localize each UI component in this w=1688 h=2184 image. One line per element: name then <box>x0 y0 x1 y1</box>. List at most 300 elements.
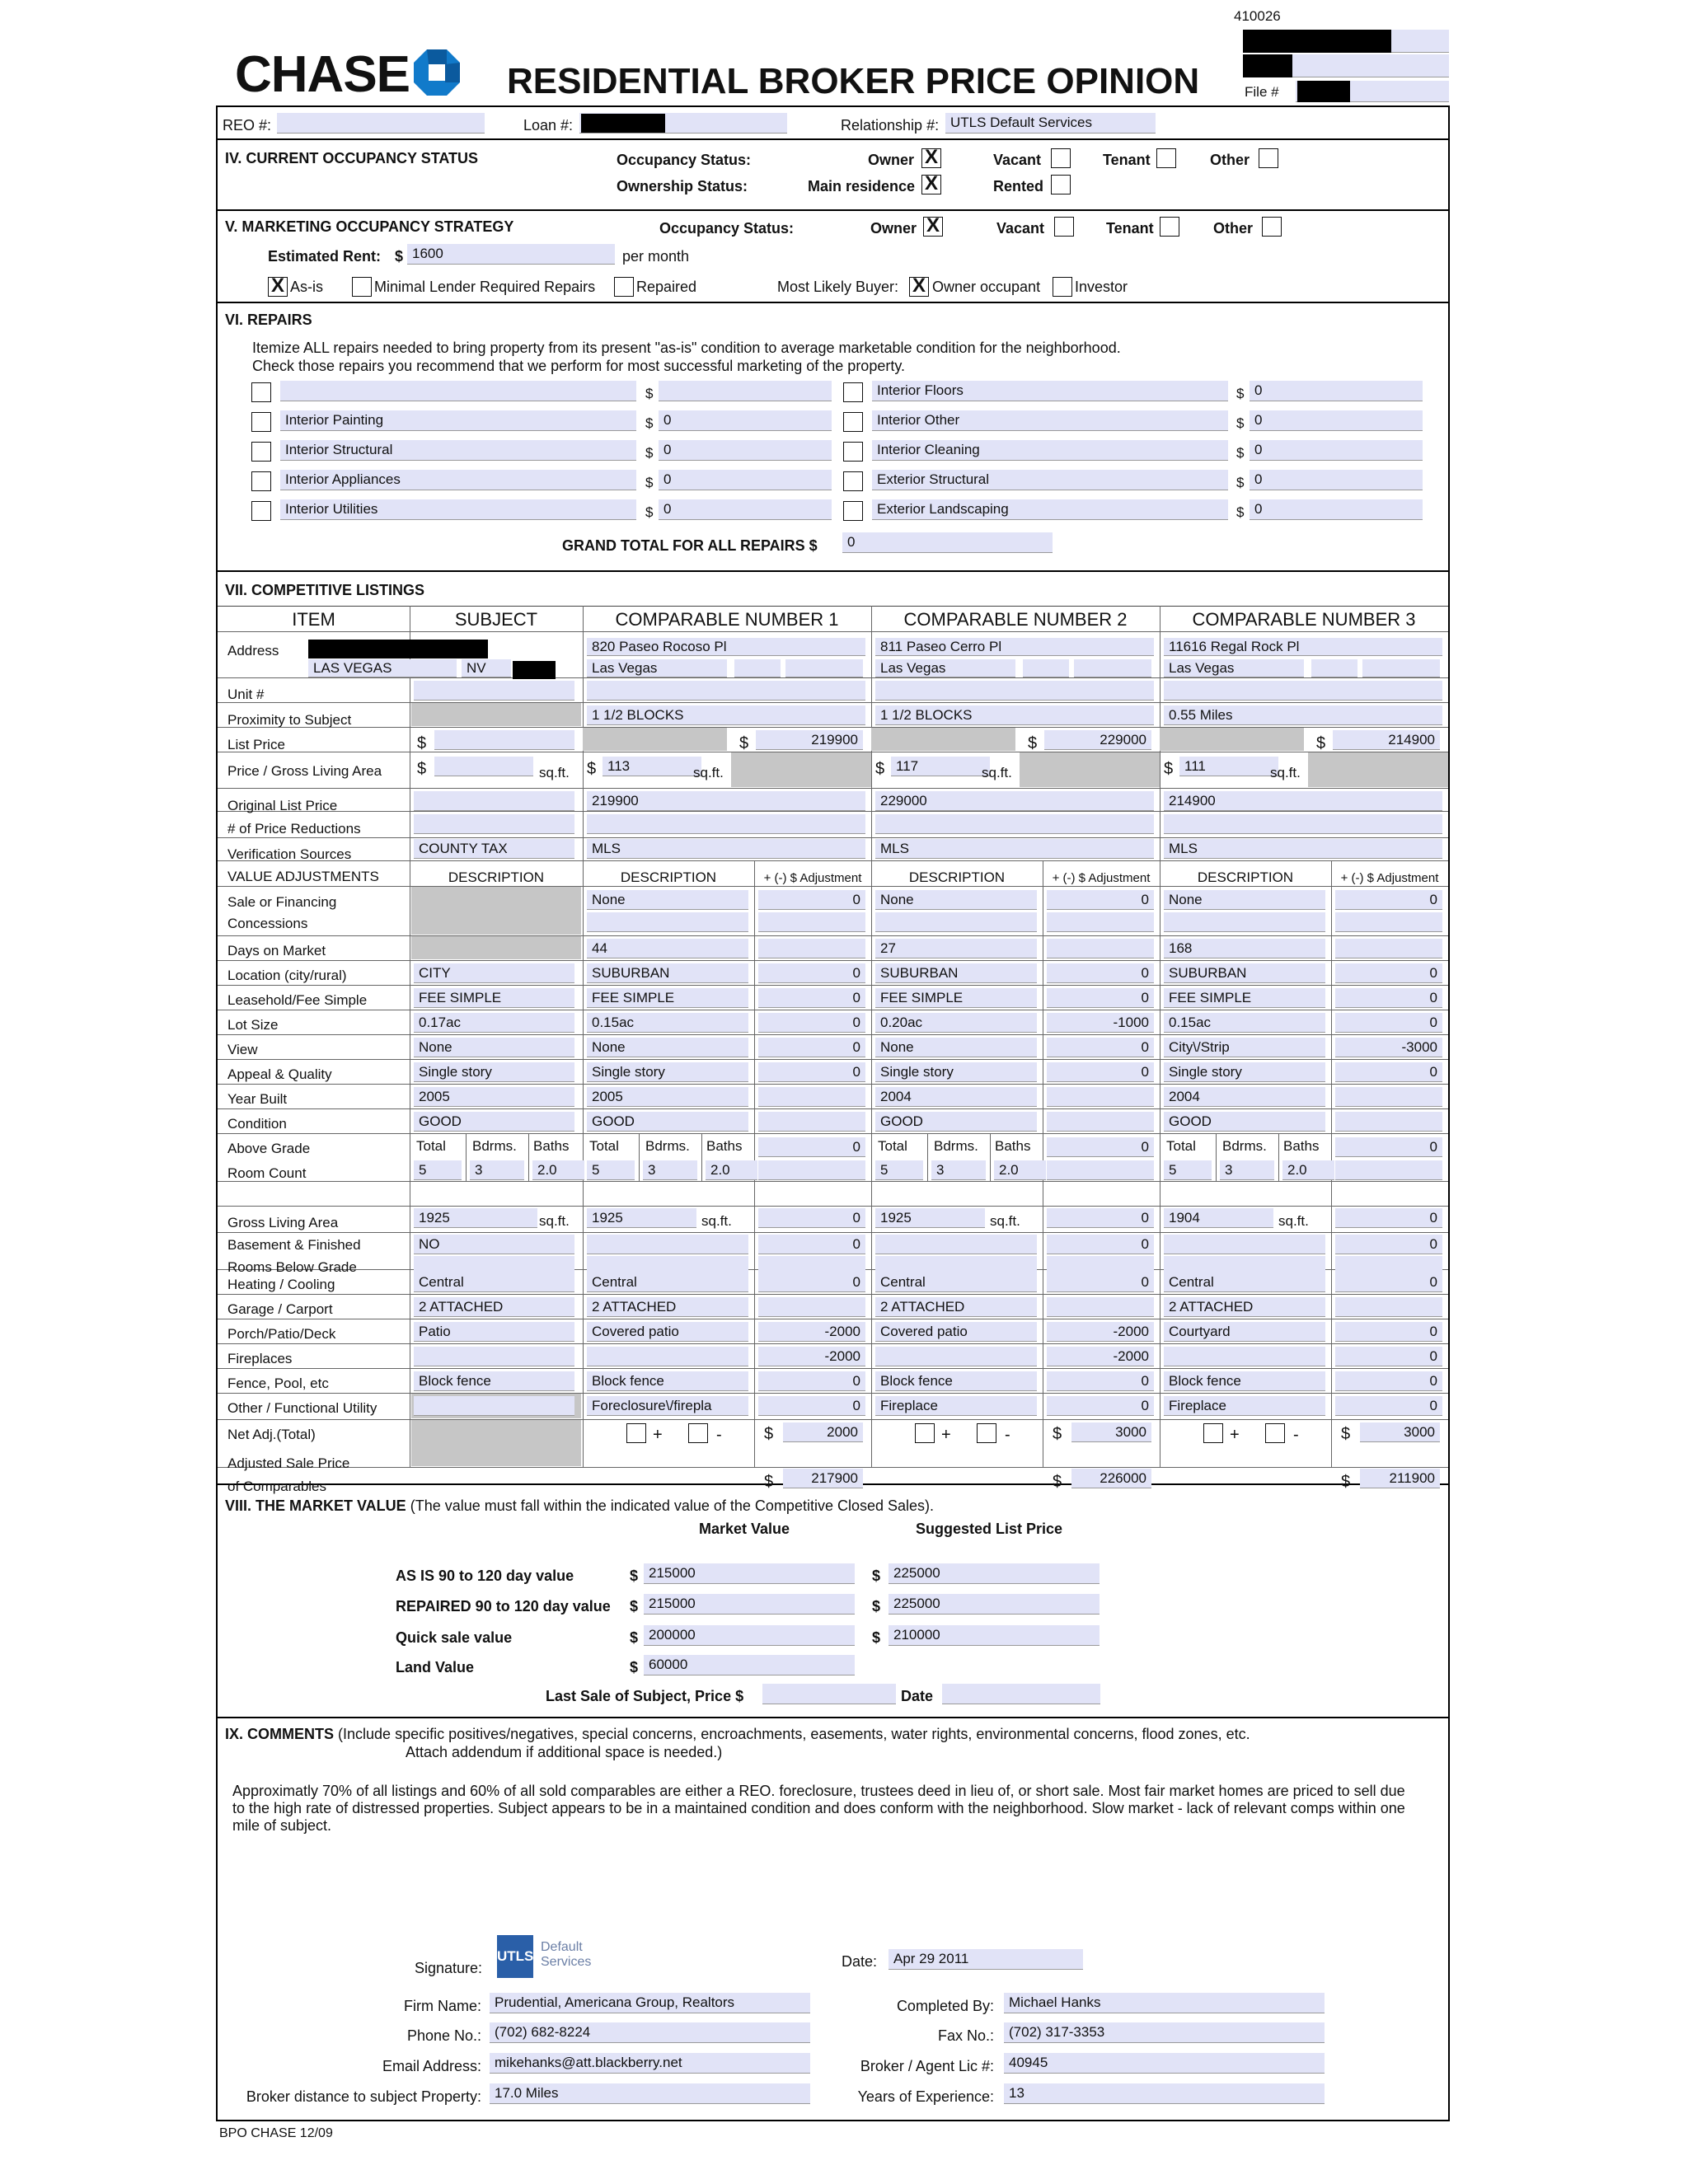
subject-value-field[interactable]: Patio <box>414 1322 574 1342</box>
c2-net-adjustment-field[interactable]: 3000 <box>1071 1422 1151 1442</box>
c1-net-adjustment-field[interactable]: 2000 <box>783 1422 863 1442</box>
last-sale-date-field[interactable] <box>942 1684 1100 1704</box>
c1-room-adjustment-field-2[interactable] <box>758 1160 865 1180</box>
c2-adjustment-field-2[interactable] <box>1047 912 1154 932</box>
relationship-field[interactable]: UTLS Default Services <box>945 113 1156 134</box>
c1-state-field[interactable] <box>734 659 781 677</box>
c3-state-field[interactable] <box>1311 659 1357 677</box>
subject-value-field[interactable]: 2 ATTACHED <box>414 1297 574 1317</box>
c1-address-field[interactable]: 820 Paseo Rocoso Pl <box>587 638 865 656</box>
subject-value-field[interactable]: Single story <box>414 1062 574 1082</box>
c1-adjustment-field[interactable]: 0 <box>758 988 865 1008</box>
c2-adjustment-field[interactable]: 0 <box>1047 1038 1154 1057</box>
repair-name-field[interactable]: Interior Utilities <box>280 499 636 520</box>
c1-gla-adjustment-field[interactable]: 0 <box>758 1208 865 1228</box>
c1-description-field[interactable]: 2005 <box>587 1087 748 1107</box>
date-field[interactable]: Apr 29 2011 <box>889 1949 1083 1970</box>
c3-adjustment-field[interactable]: 0 <box>1335 1322 1442 1342</box>
investor-checkbox[interactable] <box>1053 277 1072 297</box>
owner-checkbox[interactable]: X <box>921 148 941 168</box>
c1-adjustment-field[interactable] <box>758 1112 865 1132</box>
subject-value-field[interactable]: 2005 <box>414 1087 574 1107</box>
c1-room-adjustment-field[interactable]: 0 <box>758 1137 865 1157</box>
repair-amount-field[interactable] <box>659 381 832 401</box>
c1-adjustment-field[interactable] <box>758 1087 865 1107</box>
repair-amount-field[interactable]: 0 <box>1250 499 1423 520</box>
repair-checkbox[interactable] <box>251 442 271 462</box>
utls-logo-icon: UTLS <box>497 1935 533 1978</box>
section-market-value: VIII. THE MARKET VALUE <box>225 1497 406 1514</box>
grid-line <box>218 935 1448 936</box>
repair-amount-field[interactable]: 0 <box>659 499 832 520</box>
c3-gla-adjustment-field[interactable]: 0 <box>1335 1208 1442 1228</box>
c1-description-field-2[interactable] <box>587 912 748 932</box>
utls-logo-text <box>541 1940 591 1970</box>
c3-proximity-field[interactable]: 0.55 Miles <box>1164 705 1442 725</box>
subject-orig-field[interactable] <box>414 791 574 811</box>
c3-baths-field[interactable]: 2.0 <box>1282 1160 1334 1180</box>
c1-description-field[interactable]: 0.15ac <box>587 1013 748 1033</box>
c1-adjustment-field[interactable]: 0 <box>758 1396 865 1416</box>
repair-name-field[interactable]: Interior Structural <box>280 440 636 461</box>
subject-value-field[interactable]: None <box>414 1038 574 1057</box>
c3-description-field[interactable]: City\/Strip <box>1164 1038 1325 1057</box>
c2-reductions-field[interactable] <box>875 814 1154 834</box>
c1-baths-field[interactable]: 2.0 <box>706 1160 757 1180</box>
c1-adjustment-field[interactable]: -2000 <box>758 1347 865 1366</box>
subject-ppsf-field[interactable] <box>434 757 533 776</box>
c3-description-field[interactable]: GOOD <box>1164 1112 1325 1132</box>
c2-room-adjustment-field[interactable]: 0 <box>1047 1137 1154 1157</box>
suggested-list-field[interactable]: 225000 <box>889 1594 1100 1615</box>
c1-basement-field[interactable] <box>587 1235 748 1254</box>
marketing-tenant-checkbox[interactable] <box>1160 217 1179 237</box>
grand-total-field[interactable]: 0 <box>842 532 1053 553</box>
c3-description-field[interactable]: 168 <box>1164 939 1325 958</box>
repair-amount-field[interactable]: 0 <box>659 440 832 461</box>
c1-zip-field[interactable] <box>785 659 863 677</box>
c2-adjustment-field[interactable]: 0 <box>1047 890 1154 910</box>
as-is-checkbox[interactable]: X <box>268 277 288 297</box>
c3-net-minus-checkbox[interactable] <box>1265 1423 1285 1443</box>
c1-description-field[interactable]: None <box>587 1038 748 1057</box>
subject-value-field[interactable]: GOOD <box>414 1112 574 1132</box>
tenant-label: Tenant <box>1106 220 1154 237</box>
col-comp2-header: COMPARABLE NUMBER 2 <box>903 609 1128 630</box>
comment-line-3[interactable]: mile of subject. <box>232 1817 332 1834</box>
c2-description-field[interactable]: 0.20ac <box>875 1013 1037 1033</box>
subject-value-field[interactable]: Central <box>414 1272 574 1292</box>
subject-city-field[interactable]: LAS VEGAS <box>308 659 457 677</box>
repair-amount-field[interactable]: 0 <box>659 470 832 490</box>
c1-city-field[interactable]: Las Vegas <box>587 659 727 677</box>
repair-checkbox[interactable] <box>843 471 863 491</box>
c3-zip-field[interactable] <box>1362 659 1440 677</box>
dollar-sign: $ <box>1028 734 1038 752</box>
c3-description-field[interactable]: 0.15ac <box>1164 1013 1325 1033</box>
c2-adjustment-field[interactable]: 0 <box>1047 963 1154 983</box>
c2-description-field[interactable]: GOOD <box>875 1112 1037 1132</box>
marketing-owner-checkbox[interactable]: X <box>923 217 943 237</box>
c2-description-field[interactable]: None <box>875 890 1037 910</box>
c3-unit-field[interactable] <box>1164 681 1442 701</box>
c3-verification-field[interactable]: MLS <box>1164 839 1442 859</box>
c3-adjustment-field[interactable]: 0 <box>1335 988 1442 1008</box>
c2-description-field[interactable]: Fireplace <box>875 1396 1037 1416</box>
dollar-sign: $ <box>645 445 654 461</box>
minimal-repairs-checkbox[interactable] <box>352 277 372 297</box>
c2-room-adjustment-field-2[interactable] <box>1047 1160 1154 1180</box>
c2-proximity-field[interactable]: 1 1/2 BLOCKS <box>875 705 1154 725</box>
grid-line <box>218 811 1448 812</box>
c3-room-adjustment-field[interactable]: 0 <box>1335 1137 1442 1157</box>
address-label: Address <box>227 643 279 658</box>
c3-adjustment-field-2[interactable] <box>1335 912 1442 932</box>
c3-adjustment-field[interactable]: 0 <box>1335 1347 1442 1366</box>
c1-bdrms-field[interactable]: 3 <box>643 1160 697 1180</box>
c3-adjustment-field[interactable]: -3000 <box>1335 1038 1442 1057</box>
c2-adjustment-field[interactable] <box>1047 1087 1154 1107</box>
reo-field[interactable] <box>277 113 485 134</box>
c2-adjustment-field[interactable] <box>1047 1297 1154 1317</box>
repair-name-field[interactable] <box>280 381 636 401</box>
c2-description-field[interactable]: FEE SIMPLE <box>875 988 1037 1008</box>
row-label: Leasehold/Fee Simple <box>227 992 368 1008</box>
c2-zip-field[interactable] <box>1074 659 1151 677</box>
c3-ppsf-field[interactable]: 111 <box>1179 757 1278 776</box>
market-value-header: Market Value <box>699 1521 790 1537</box>
c2-gla-adjustment-field[interactable]: 0 <box>1047 1208 1154 1228</box>
repair-checkbox[interactable] <box>251 471 271 491</box>
c3-description-field[interactable]: Block fence <box>1164 1371 1325 1391</box>
c3-basement-field[interactable] <box>1164 1235 1325 1254</box>
owner-occupant-checkbox[interactable]: X <box>909 277 929 297</box>
grid-line <box>218 1206 1448 1207</box>
repair-checkbox[interactable] <box>251 501 271 521</box>
c1-adjustment-field[interactable]: 0 <box>758 1013 865 1033</box>
email-field[interactable]: mikehanks@att.blackberry.net <box>490 2053 810 2074</box>
c2-adjustment-field[interactable]: 0 <box>1047 1272 1154 1292</box>
divider <box>216 1717 1450 1718</box>
c1-description-field[interactable]: Central <box>587 1272 748 1292</box>
c3-net-plus-checkbox[interactable] <box>1203 1423 1223 1443</box>
c2-list-price-field[interactable]: 229000 <box>1044 730 1151 750</box>
c2-verification-field[interactable]: MLS <box>875 839 1154 859</box>
c2-bdrms-field[interactable]: 3 <box>931 1160 986 1180</box>
c2-description-field-2[interactable] <box>875 912 1037 932</box>
c1-description-field[interactable] <box>587 1347 748 1366</box>
c1-description-field[interactable]: Foreclosure\/firepla <box>587 1396 748 1416</box>
c2-adjustment-field[interactable]: -2000 <box>1047 1322 1154 1342</box>
subject-value-field[interactable] <box>414 1396 574 1416</box>
dollar-sign: $ <box>1236 445 1245 461</box>
repair-checkbox[interactable] <box>843 382 863 402</box>
suggested-list-field[interactable]: 210000 <box>889 1625 1100 1646</box>
c2-adjusted-price-field[interactable]: 226000 <box>1071 1469 1151 1488</box>
dollar-sign: $ <box>630 1629 639 1646</box>
firm-label: Firm Name: <box>404 1998 481 2014</box>
tenant-checkbox[interactable] <box>1156 148 1176 168</box>
c2-description-field[interactable]: SUBURBAN <box>875 963 1037 983</box>
c2-adjustment-field[interactable]: -1000 <box>1047 1013 1154 1033</box>
last-sale-price-field[interactable] <box>762 1684 896 1704</box>
c2-orig-field[interactable]: 229000 <box>875 791 1154 811</box>
repair-name-field[interactable]: Interior Other <box>872 410 1228 431</box>
repair-name-field[interactable]: Interior Floors <box>872 381 1228 401</box>
c2-adjustment-field[interactable]: 0 <box>1047 1396 1154 1416</box>
comment-line-1[interactable]: Approximatly 70% of all listings and 60% of all sold comparables are either a REO. foreclosure, trustees deed in lieu of, or short sale. Most fair market homes are priced to sell due <box>232 1783 1405 1799</box>
c2-basement-adjustment-field[interactable]: 0 <box>1047 1235 1154 1254</box>
c2-description-field[interactable]: Block fence <box>875 1371 1037 1391</box>
repaired-checkbox[interactable] <box>614 277 634 297</box>
c2-adjustment-field[interactable]: 0 <box>1047 1371 1154 1391</box>
c1-gla-field[interactable]: 1925 <box>587 1208 696 1228</box>
repair-amount-field[interactable]: 0 <box>659 410 832 431</box>
phone-field[interactable]: (702) 682-8224 <box>490 2022 810 2043</box>
c2-description-field[interactable]: 27 <box>875 939 1037 958</box>
repair-name-field[interactable]: Interior Appliances <box>280 470 636 490</box>
subject-basement-field[interactable]: NO <box>414 1235 574 1254</box>
c1-orig-field[interactable]: 219900 <box>587 791 865 811</box>
c2-basement-field[interactable] <box>875 1235 1037 1254</box>
vacant-checkbox[interactable] <box>1051 148 1071 168</box>
c3-adjustment-field[interactable] <box>1335 1087 1442 1107</box>
c3-adjustment-field[interactable]: 0 <box>1335 890 1442 910</box>
repair-name-field[interactable]: Interior Cleaning <box>872 440 1228 461</box>
c3-adjustment-field[interactable]: 0 <box>1335 1062 1442 1082</box>
c3-total-field[interactable]: 5 <box>1164 1160 1212 1180</box>
repair-name-field[interactable]: Interior Painting <box>280 410 636 431</box>
c2-description-field[interactable]: Covered patio <box>875 1322 1037 1342</box>
c3-description-field[interactable]: 2 ATTACHED <box>1164 1297 1325 1317</box>
c1-total-header: Total <box>589 1138 619 1154</box>
fax-field[interactable]: (702) 317-3353 <box>1004 2022 1325 2043</box>
gray-cell <box>411 936 581 959</box>
main-residence-checkbox[interactable]: X <box>921 175 941 194</box>
c1-adjustment-field[interactable]: 0 <box>758 1371 865 1391</box>
subject-verification-field[interactable]: COUNTY TAX <box>414 839 574 859</box>
repair-checkbox[interactable] <box>843 442 863 462</box>
c1-description-field[interactable]: Single story <box>587 1062 748 1082</box>
market-value-field[interactable]: 215000 <box>644 1594 855 1615</box>
c3-adjustment-field[interactable] <box>1335 1297 1442 1317</box>
c2-description-field[interactable]: 2004 <box>875 1087 1037 1107</box>
c2-adjustment-field[interactable]: 0 <box>1047 988 1154 1008</box>
grid-line <box>218 1294 1448 1295</box>
col-comp3-header: COMPARABLE NUMBER 3 <box>1192 609 1416 630</box>
c3-description-field[interactable]: SUBURBAN <box>1164 963 1325 983</box>
c2-baths-header: Baths <box>995 1138 1031 1154</box>
c3-description-field[interactable]: FEE SIMPLE <box>1164 988 1325 1008</box>
repair-name-field[interactable]: Exterior Structural <box>872 470 1228 490</box>
other-checkbox[interactable] <box>1259 148 1278 168</box>
c1-adjustment-field[interactable] <box>758 1297 865 1317</box>
c1-reductions-field[interactable] <box>587 814 865 834</box>
c1-list-price-field[interactable]: 219900 <box>756 730 863 750</box>
c3-description-field[interactable]: Central <box>1164 1272 1325 1292</box>
c1-description-field[interactable]: SUBURBAN <box>587 963 748 983</box>
c1-adjustment-field[interactable]: 0 <box>758 1038 865 1057</box>
c1-description-field[interactable]: 2 ATTACHED <box>587 1297 748 1317</box>
firm-field[interactable]: Prudential, Americana Group, Realtors <box>490 1993 810 2013</box>
sqft-label: sq.ft. <box>693 765 724 780</box>
subject-value-field[interactable] <box>414 1347 574 1366</box>
c1-net-minus-checkbox[interactable] <box>688 1423 708 1443</box>
c2-description-field[interactable]: Central <box>875 1272 1037 1292</box>
license-field[interactable]: 40945 <box>1004 2053 1325 2074</box>
c3-description-field[interactable]: None <box>1164 890 1325 910</box>
repair-amount-field[interactable]: 0 <box>1250 470 1423 490</box>
repair-checkbox[interactable] <box>251 412 271 432</box>
s-baths-header: Baths <box>533 1138 570 1154</box>
owner-label: Owner <box>868 152 915 168</box>
sqft-label: sq.ft. <box>990 1213 1020 1229</box>
c3-description-field[interactable]: Single story <box>1164 1062 1325 1082</box>
c3-adjustment-field[interactable]: 0 <box>1335 1013 1442 1033</box>
c3-room-adjustment-field-2[interactable] <box>1335 1160 1442 1180</box>
years-field[interactable]: 13 <box>1004 2083 1325 2104</box>
c1-adjustment-field[interactable]: 0 <box>758 963 865 983</box>
market-value-field[interactable]: 200000 <box>644 1625 855 1646</box>
s-bdrms-field[interactable]: 3 <box>470 1160 524 1180</box>
suggested-list-header: Suggested List Price <box>916 1521 1063 1537</box>
c2-description-field[interactable]: None <box>875 1038 1037 1057</box>
c1-adjustment-field[interactable]: 0 <box>758 890 865 910</box>
c1-adjustment-field[interactable] <box>758 939 865 958</box>
subject-value-field[interactable]: CITY <box>414 963 574 983</box>
c1-unit-field[interactable] <box>587 681 865 701</box>
repair-checkbox[interactable] <box>251 382 271 402</box>
c2-description-field[interactable]: 2 ATTACHED <box>875 1297 1037 1317</box>
repair-checkbox[interactable] <box>843 501 863 521</box>
c2-unit-field[interactable] <box>875 681 1154 701</box>
c1-proximity-field[interactable]: 1 1/2 BLOCKS <box>587 705 865 725</box>
c3-description-field[interactable]: 2004 <box>1164 1087 1325 1107</box>
c1-ppsf-field[interactable]: 113 <box>603 757 701 776</box>
c3-adjusted-price-field[interactable]: 211900 <box>1360 1469 1440 1488</box>
c3-city-field[interactable]: Las Vegas <box>1164 659 1304 677</box>
c3-description-field-2[interactable] <box>1164 912 1325 932</box>
c2-description-field[interactable]: Single story <box>875 1062 1037 1082</box>
c3-adjustment-field[interactable]: 0 <box>1335 1371 1442 1391</box>
c3-list-price-field[interactable]: 214900 <box>1333 730 1440 750</box>
market-value-field[interactable]: 215000 <box>644 1563 855 1584</box>
c3-address-field[interactable]: 11616 Regal Rock Pl <box>1164 638 1442 656</box>
c3-adjustment-field[interactable] <box>1335 1112 1442 1132</box>
dollar-sign: $ <box>630 1659 639 1675</box>
tenant-label: Tenant <box>1103 152 1151 168</box>
repair-checkbox[interactable] <box>843 412 863 432</box>
c2-description-field[interactable] <box>875 1347 1037 1366</box>
c1-description-field[interactable]: FEE SIMPLE <box>587 988 748 1008</box>
dollar-sign: $ <box>1236 386 1245 401</box>
c3-description-field[interactable]: Courtyard <box>1164 1322 1325 1342</box>
c1-total-field[interactable]: 5 <box>587 1160 635 1180</box>
subject-value-field[interactable]: Block fence <box>414 1371 574 1391</box>
c1-adjustment-field-2[interactable] <box>758 912 865 932</box>
distance-field[interactable]: 17.0 Miles <box>490 2083 810 2104</box>
c3-description-header: DESCRIPTION <box>1197 869 1294 885</box>
s-total-field[interactable]: 5 <box>414 1160 462 1180</box>
c1-net-plus-checkbox[interactable] <box>626 1423 646 1443</box>
subject-list-price-field[interactable] <box>434 730 574 750</box>
c3-adjustment-field[interactable]: 0 <box>1335 1272 1442 1292</box>
c3-adjustment-field[interactable]: 0 <box>1335 1396 1442 1416</box>
c3-adjustment-field[interactable]: 0 <box>1335 963 1442 983</box>
c3-basement-adjustment-field[interactable]: 0 <box>1335 1235 1442 1254</box>
repair-amount-field[interactable]: 0 <box>1250 410 1423 431</box>
row-label: Fence, Pool, etc <box>227 1376 329 1391</box>
c2-city-field[interactable]: Las Vegas <box>875 659 1015 677</box>
grand-total-label: GRAND TOTAL FOR ALL REPAIRS $ <box>562 537 818 554</box>
estimated-rent-field[interactable]: 1600 <box>407 244 615 265</box>
subject-value-field[interactable]: 0.17ac <box>414 1013 574 1033</box>
subject-unit-field[interactable] <box>414 681 574 701</box>
gray-cell <box>411 1420 581 1466</box>
c2-total-field[interactable]: 5 <box>875 1160 923 1180</box>
dollar-sign: $ <box>1341 1473 1351 1491</box>
c1-basement-adjustment-field[interactable]: 0 <box>758 1235 865 1254</box>
c2-net-plus-checkbox[interactable] <box>915 1423 935 1443</box>
c3-adjustment-field[interactable] <box>1335 939 1442 958</box>
c3-description-field[interactable] <box>1164 1347 1325 1366</box>
c2-adjustment-field[interactable] <box>1047 1112 1154 1132</box>
c1-description-field[interactable]: Block fence <box>587 1371 748 1391</box>
c1-description-field[interactable]: GOOD <box>587 1112 748 1132</box>
c3-gla-field[interactable]: 1904 <box>1164 1208 1273 1228</box>
completed-by-field[interactable]: Michael Hanks <box>1004 1993 1325 2013</box>
c2-baths-field[interactable]: 2.0 <box>994 1160 1046 1180</box>
subject-state-field[interactable]: NV <box>462 659 511 677</box>
subject-gla-field[interactable]: 1925 <box>414 1208 537 1228</box>
c1-adjustment-field[interactable]: 0 <box>758 1272 865 1292</box>
subject-value-field[interactable]: FEE SIMPLE <box>414 988 574 1008</box>
s-baths-field[interactable]: 2.0 <box>532 1160 584 1180</box>
market-value-field[interactable]: 60000 <box>644 1655 855 1675</box>
c3-net-adjustment-field[interactable]: 3000 <box>1360 1422 1440 1442</box>
repair-name-field[interactable]: Exterior Landscaping <box>872 499 1228 520</box>
c3-description-field[interactable]: Fireplace <box>1164 1396 1325 1416</box>
c3-bdrms-field[interactable]: 3 <box>1220 1160 1274 1180</box>
c1-adjusted-price-field[interactable]: 217900 <box>783 1469 863 1488</box>
c1-verification-field[interactable]: MLS <box>587 839 865 859</box>
c1-adjustment-field[interactable]: -2000 <box>758 1322 865 1342</box>
marketing-vacant-checkbox[interactable] <box>1054 217 1074 237</box>
c1-description-field[interactable]: 44 <box>587 939 748 958</box>
c1-description-field[interactable]: None <box>587 890 748 910</box>
row-label: Appeal & Quality <box>227 1066 332 1082</box>
rented-checkbox[interactable] <box>1051 175 1071 194</box>
c2-address-field[interactable]: 811 Paseo Cerro Pl <box>875 638 1154 656</box>
c1-description-field[interactable]: Covered patio <box>587 1322 748 1342</box>
c2-adjustment-field[interactable]: -2000 <box>1047 1347 1154 1366</box>
suggested-list-field[interactable]: 225000 <box>889 1563 1100 1584</box>
c2-ppsf-field[interactable]: 117 <box>891 757 990 776</box>
repair-amount-field[interactable]: 0 <box>1250 381 1423 401</box>
c2-state-field[interactable] <box>1023 659 1069 677</box>
c2-gla-field[interactable]: 1925 <box>875 1208 985 1228</box>
repair-amount-field[interactable]: 0 <box>1250 440 1423 461</box>
c1-adjustment-field[interactable]: 0 <box>758 1062 865 1082</box>
c2-adjustment-field[interactable]: 0 <box>1047 1062 1154 1082</box>
c3-orig-field[interactable]: 214900 <box>1164 791 1442 811</box>
subject-reductions-field[interactable] <box>414 814 574 834</box>
comment-line-2[interactable]: to the high rate of distressed properties. Subject appears to be in a maintained condition and does conform with the neighborhood. Slow market - lack of relevant comps within one <box>232 1800 1405 1816</box>
c2-net-minus-checkbox[interactable] <box>977 1423 996 1443</box>
c2-adjustment-field[interactable] <box>1047 939 1154 958</box>
marketing-other-checkbox[interactable] <box>1262 217 1282 237</box>
c3-reductions-field[interactable] <box>1164 814 1442 834</box>
